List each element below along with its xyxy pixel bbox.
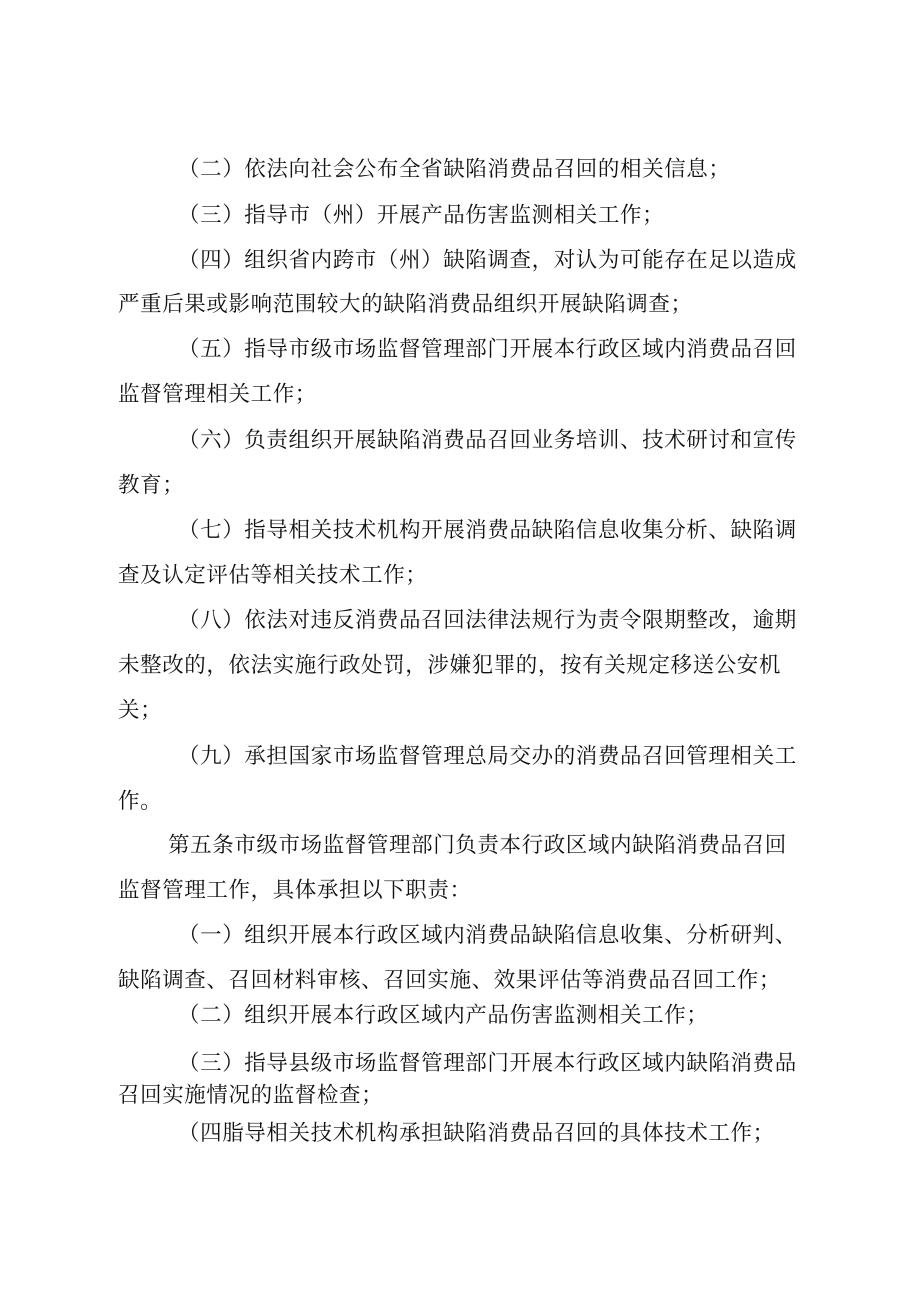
paragraph-line: 缺陷调查、召回材料审核、召回实施、效果评估等消费品召回工作； xyxy=(118,968,782,993)
paragraph-line: （八）依法对违反消费品召回法律法规行为责令限期整改，逾期 xyxy=(178,608,797,633)
paragraph-line: 监督管理相关工作； xyxy=(118,382,317,407)
paragraph-line: （七）指导相关技术机构开展消费品缺陷信息收集分析、缺陷调 xyxy=(178,518,797,543)
paragraph-line: （二）依法向社会公布全省缺陷消费品召回的相关信息； xyxy=(178,157,731,182)
paragraph-line: （四）组织省内跨市（州）缺陷调查，对认为可能存在足以造成 xyxy=(178,248,797,273)
paragraph-line: 召回实施情况的监督检查； xyxy=(118,1083,384,1108)
paragraph-line: 查及认定评估等相关技术工作； xyxy=(118,563,428,588)
paragraph-line: （六）负责组织开展缺陷消费品召回业务培训、技术研讨和宣传 xyxy=(178,428,797,453)
paragraph-line: （一）组织开展本行政区域内消费品缺陷信息收集、分析研判、 xyxy=(178,923,797,948)
paragraph-line: （九）承担国家市场监督管理总局交办的消费品召回管理相关工 xyxy=(178,744,797,769)
paragraph-line: 监督管理工作，具体承担以下职责： xyxy=(118,878,472,903)
paragraph-line: 严重后果或影响范围较大的缺陷消费品组织开展缺陷调查； xyxy=(118,292,693,317)
paragraph-line: 作。 xyxy=(118,789,163,814)
paragraph-line: （三）指导县级市场监督管理部门开展本行政区域内缺陷消费品 xyxy=(178,1051,797,1076)
paragraph-line: 第五条市级市场监督管理部门负责本行政区域内缺陷消费品召回 xyxy=(168,833,787,858)
paragraph-line: 教育； xyxy=(118,473,185,498)
paragraph-line: （二）组织开展本行政区域内产品伤害监测相关工作； xyxy=(178,1003,709,1028)
paragraph-line: （四脂导相关技术机构承担缺陷消费品召回的具体技术工作； xyxy=(178,1121,775,1146)
paragraph-line: （五）指导市级市场监督管理部门开展本行政区域内消费品召回 xyxy=(178,337,797,362)
paragraph-line: 关； xyxy=(118,698,163,723)
paragraph-line: （三）指导市（州）开展产品伤害监测相关工作； xyxy=(178,203,665,228)
paragraph-line: 未整改的，依法实施行政处罚，涉嫌犯罪的，按有关规定移送公安机 xyxy=(118,653,782,678)
